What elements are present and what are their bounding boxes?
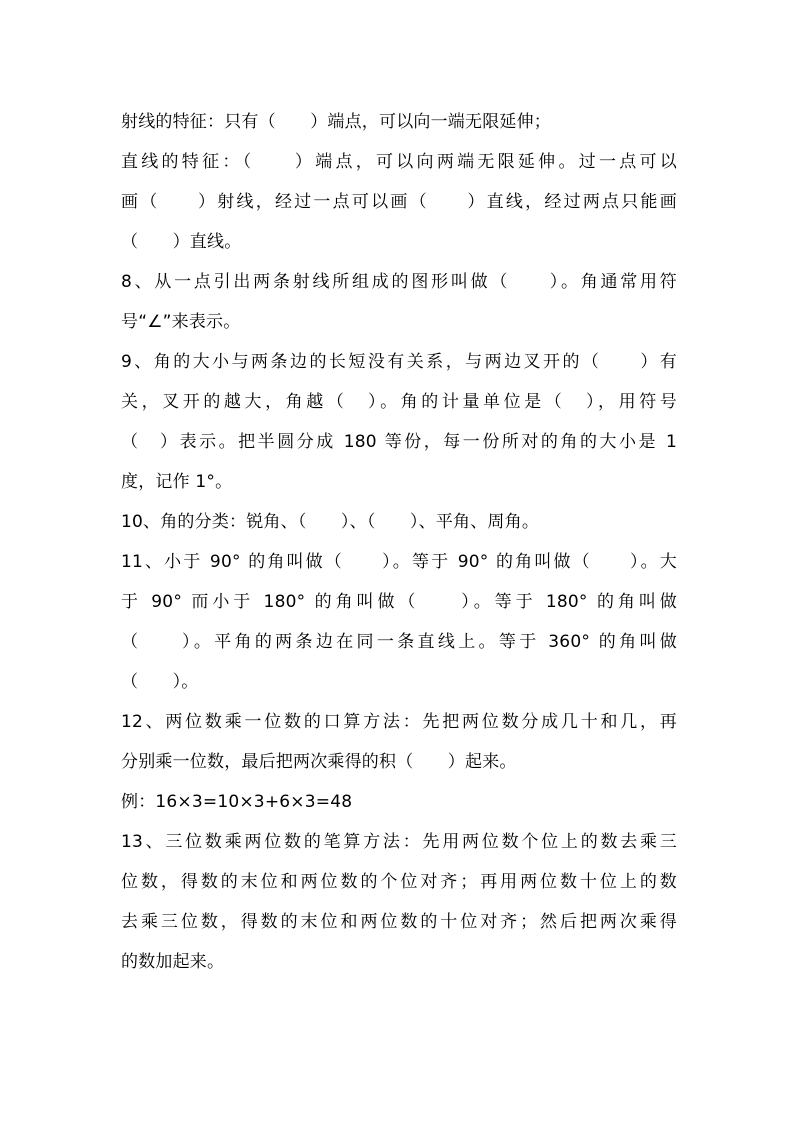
text-line-straight-line-end: （ ）直线。 [121, 232, 242, 252]
text-line-item-11-cont-1: 于 90° 而小于 180° 的角叫做（ ）。等于 180° 的角叫做 [121, 592, 677, 612]
text-line-item-13-cont-1: 位数，得数的末位和两位数的个位对齐；再用两位数十位上的数 [121, 872, 677, 892]
text-line-item-11-cont-3: （ ）。 [121, 672, 199, 692]
document-body [121, 108, 677, 988]
text-line-item-9-cont-2: （ ）表示。把半圆分成 180 等份，每一份所对的角的大小是 1 [121, 432, 677, 452]
text-line-item-10: 10、角的分类：锐角、（ ）、（ ）、平角、周角。 [121, 512, 540, 532]
text-line-straight-line-feature: 直线的特征：（ ）端点，可以向两端无限延伸。过一点可以 [121, 152, 677, 172]
text-line-item-11-cont-2: （ ）。平角的两条边在同一条直线上。等于 360° 的角叫做 [121, 632, 677, 652]
text-line-item-12-cont: 分别乘一位数，最后把两次乘得的积（ ）起来。 [121, 752, 517, 772]
text-line-item-11: 11、小于 90° 的角叫做（ ）。等于 90° 的角叫做（ ）。大 [121, 552, 677, 572]
text-line-item-13-cont-3: 的数加起来。 [121, 952, 225, 972]
text-line-draw-lines: 画（ ）射线，经过一点可以画（ ）直线，经过两点只能画 [121, 192, 677, 212]
text-line-item-9-cont-1: 关，叉开的越大，角越（ ）。角的计量单位是（ ），用符号 [121, 392, 677, 412]
text-line-example: 例：16×3=10×3+6×3=48 [121, 792, 353, 812]
text-line-item-8-cont: 号“∠”来表示。 [121, 312, 241, 332]
text-line-item-13-cont-2: 去乘三位数，得数的末位和两位数的十位对齐；然后把两次乘得 [121, 912, 677, 932]
text-line-item-12: 12、两位数乘一位数的口算方法：先把两位数分成几十和几，再 [121, 712, 677, 732]
text-line-item-9: 9、角的大小与两条边的长短没有关系，与两边叉开的（ ）有 [121, 352, 677, 372]
text-line-ray-feature: 射线的特征：只有（ ）端点，可以向一端无限延伸； [121, 112, 551, 132]
text-line-item-13: 13、三位数乘两位数的笔算方法：先用两位数个位上的数去乘三 [121, 832, 677, 852]
text-line-item-9-cont-3: 度，记作 1°。 [121, 472, 233, 492]
text-line-item-8: 8、从一点引出两条射线所组成的图形叫做（ ）。角通常用符 [121, 272, 677, 292]
